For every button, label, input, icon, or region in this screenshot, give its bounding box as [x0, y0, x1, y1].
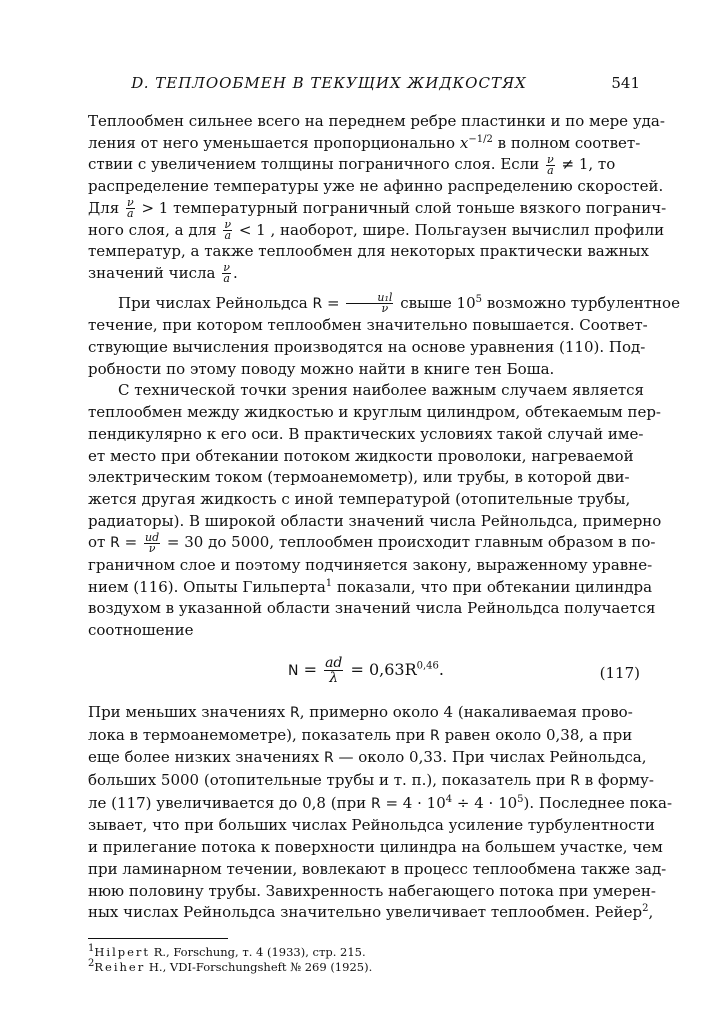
fraction-nu-over-a: $\frac{\nu}{a}$	[547, 152, 554, 177]
text-line: ных числах Рейнольдса значительно увеличивает теплообмен. Рейер$^2$,	[88, 903, 654, 922]
text-line: значений числа $\frac{\nu}{a}$ .	[88, 261, 238, 286]
text-line: робности по этому поводу можно найти в книге тен Боша.	[88, 359, 555, 378]
text-line: ного слоя, а для $\frac{\nu}{a}$ < 1 , наоборот, шире. Польгаузен вычислил профили	[88, 218, 665, 243]
running-header	[88, 66, 640, 96]
text-line: течение, при котором теплообмен значительно повышается. Соответ-	[88, 316, 648, 335]
text-line: больших 5000 (отопительные трубы и т. п.), показатель при R в форму-	[88, 770, 654, 789]
text-line: при ламинарном течении, вовлекают в процесс теплообмена также зад-	[88, 859, 667, 878]
text-line: соотношение	[88, 621, 194, 640]
text-line: ет место при обтекании потоком жидкости проволоки, нагреваемой	[88, 446, 634, 465]
text-line: еще более низких значениях R — около 0,33. При числах Рейнольдса,	[88, 748, 647, 767]
footnote-2: $^2$Reiher H., VDI-Forschungsheft № 269 (1925).	[88, 958, 373, 974]
text-line: При числах Рейнольдса R = $\frac{\text{u₁l}}{\nu}$ свыше $10^5$ возможно турбулентное	[118, 291, 680, 316]
text-line: С технической точки зрения наиболее важным случаем является	[118, 381, 644, 400]
page	[88, 66, 680, 975]
footnote-1: $^1$Hilpert R., Forschung, т. 4 (1933), стр. 215.	[88, 943, 366, 959]
fraction-ad-over-lambda: $\frac{ad}{\lambda}$	[325, 654, 343, 686]
fraction-u1l-over-nu: $\frac{\text{u₁l}}{\nu}$	[346, 293, 393, 314]
text-line: При меньших значениях R, примерно около 4 (накаливаемая прово-	[88, 702, 633, 721]
text-line: ствующие вычисления производятся на основе уравнения (110). Под-	[88, 338, 646, 357]
text-line: ствии с увеличением толщины пограничного слоя. Если $\frac{\nu}{a}$ ≠ 1, то	[88, 152, 616, 177]
text-line: от R = $\frac{ud}{\nu}$ = 30 до 5000, теплообмен происходит главным образом в по-	[88, 530, 656, 555]
footnote-ref-1: 1	[325, 577, 333, 589]
fraction-nu-over-a: $\frac{\nu}{a}$	[224, 218, 232, 243]
text-line: теплообмен между жидкостью и круглым цилиндром, обтекаемым пер-	[88, 403, 661, 422]
page-number: 541	[611, 74, 640, 92]
chapter-title: D. ТЕПЛООБМЕН В ТЕКУЩИХ ЖИДКОСТЯХ	[131, 74, 527, 92]
equation-117	[88, 650, 640, 696]
text-line: воздухом в указанной области значений числа Рейнольдса получается	[88, 599, 656, 618]
text-line: радиаторы). В широкой области значений числа Рейнольдса, примерно	[88, 511, 662, 530]
text-line: ления от него уменьшается пропорционально $x^{-1/2}$ в полном соответ-	[88, 133, 641, 152]
text-line: пендикулярно к его оси. В практических условиях такой случай име-	[88, 424, 644, 443]
text-line: зывает, что при больших числах Рейнольдса усиление турбулентности	[88, 816, 655, 835]
equation-number: (117)	[599, 663, 640, 682]
text-line: жется другая жидкость с иной температурой (отопительные трубы,	[88, 489, 631, 508]
text-line: Для $\frac{\nu}{a}$ > 1 температурный пограничный слой тоньше вязкого погранич-	[88, 196, 667, 221]
text-line: электрическим током (термоанемометр), или трубы, в которой дви-	[88, 468, 630, 487]
text-line: лока в термоанемометре), показатель при R равен около 0,38, а при	[88, 725, 633, 744]
footnote-ref-2: 2	[642, 903, 649, 915]
text-line: температур, а также теплообмен для некоторых практически важных	[88, 242, 649, 261]
text-line: Теплообмен сильнее всего на переднем ребре пластинки и по мере уда-	[88, 112, 665, 130]
text-line: и прилегание потока к поверхности цилиндра на большем участке, чем	[88, 838, 663, 857]
paragraph-3	[88, 380, 662, 641]
footnote-divider	[88, 938, 228, 939]
paragraph-4	[88, 702, 673, 924]
paragraph-2	[88, 291, 680, 381]
text-line: ле (117) увеличивается до 0,8 (при $R = 4 \cdot 10^4 \div 4 \cdot 10^5$). Последнее пока-	[88, 793, 673, 812]
fraction-nu-over-a: $\frac{\nu}{a}$	[126, 196, 134, 221]
fraction-ud-over-nu: $\frac{ud}{\nu}$	[145, 530, 160, 555]
equation-body: N = $\frac{ad}{\lambda}$ = $0,63R^{0,46}$.	[288, 654, 444, 686]
text-line: нюю половину трубы. Завихренность набегающего потока при умерен-	[88, 881, 656, 900]
paragraph-1	[88, 111, 667, 286]
fraction-nu-over-a: $\frac{\nu}{a}$	[223, 261, 230, 286]
text-line: граничном слое и поэтому подчиняется закону, выраженному уравне-	[88, 556, 653, 575]
text-line: распределение температуры уже не афинно распределению скоростей.	[88, 177, 664, 196]
text-line: нием (116). Опыты Гильперта$^1$ показали, что при обтекании цилиндра	[88, 577, 653, 596]
